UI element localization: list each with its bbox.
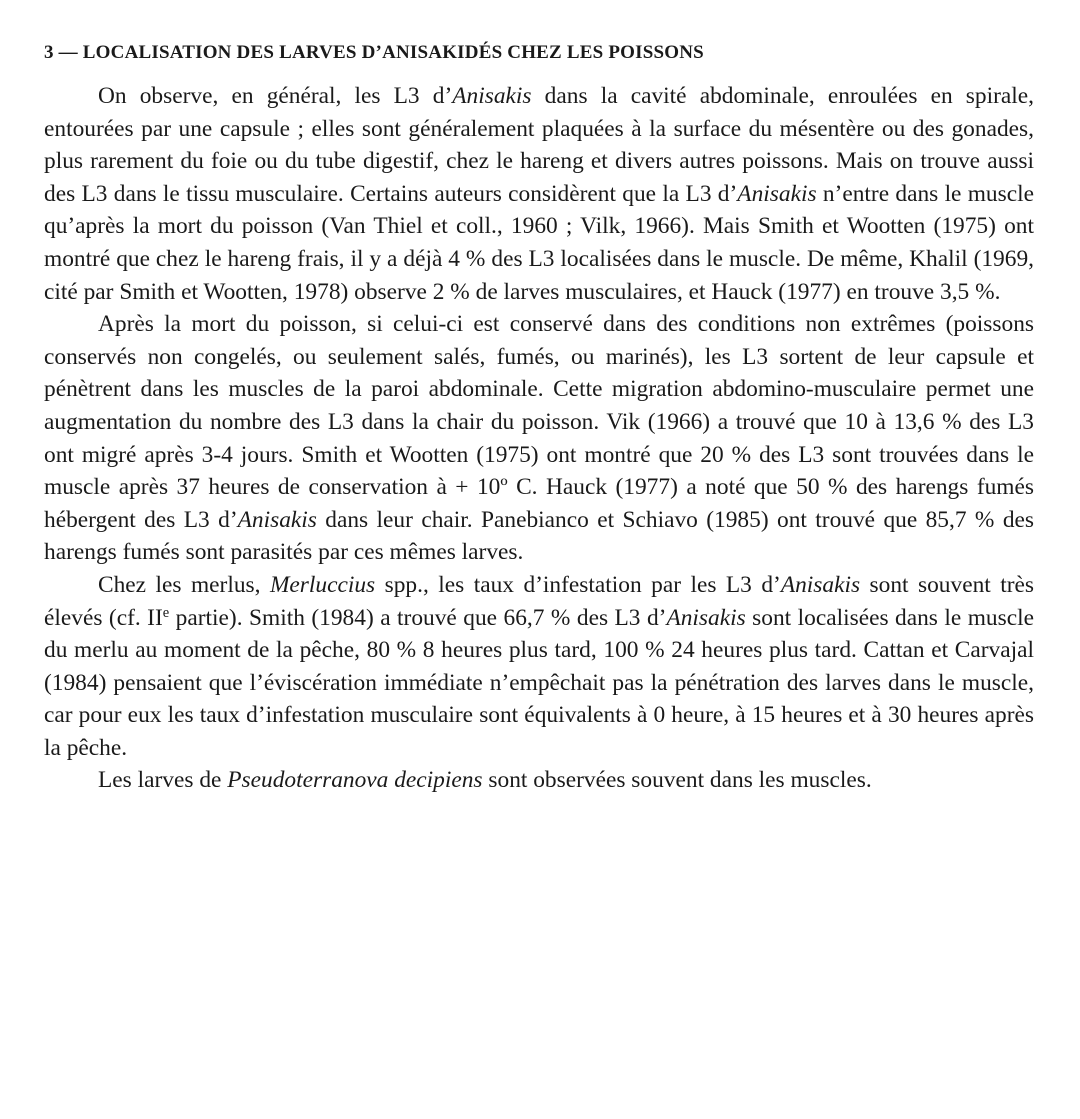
superscript: e xyxy=(162,604,170,621)
document-page xyxy=(44,38,1034,797)
text-run: spp., les taux d’infestation par les L3 d’ xyxy=(375,571,781,598)
text-run: dans leur chair. Panebianco et Schiavo (1985) ont trouvé que 85,7 % des harengs fumés sont parasités par ces mêmes larves. xyxy=(44,506,1034,566)
paragraph-merlus xyxy=(44,569,1034,765)
text-run: n’entre dans le muscle qu’après la mort du poisson (Van Thiel et coll., 1960 ; Vilk, 1966). Mais Smith et Wootten (1975) ont montré que chez le hareng frais, il y a déjà 4 % des L3 localisées dans le muscle. De même, Khalil (1969, cité par Smith et Wootten, 1978) observe 2 % de larves musculaires, et Hauck (1977) en trouve 3,5 %. xyxy=(44,180,1034,305)
text-run: sont observées souvent dans les muscles. xyxy=(482,767,872,794)
text-run: Après la mort du poisson, si celui-ci est conservé dans des conditions non extrêmes (poissons conservés non congelés, ou seulement salés, fumés, ou marinés), les L3 sortent de leur capsule et pénètrent dans les muscles de la paroi abdominale. Cette migration abdomino-musculaire permet une augmentation du nombre des L3 dans la chair du poisson. Vik (1966) a trouvé que 10 à 13,6 % des L3 ont migré après 3-4 jours. Smith et Wootten (1975) ont montré que 20 % des L3 sont trouvées dans le muscle après 37 heures de conservation à + 10º C. Hauck (1977) a noté que 50 % des harengs fumés hébergent des L3 d’ xyxy=(44,311,1034,533)
text-run: sont souvent très élevés (cf. II xyxy=(44,571,1034,631)
taxon-name: Anisakis xyxy=(452,83,532,109)
taxon-name: Anisakis xyxy=(737,180,817,207)
text-run: Les larves de xyxy=(98,767,228,794)
taxon-name: Merluccius xyxy=(269,571,376,598)
taxon-name: Anisakis xyxy=(237,506,317,533)
section-heading: 3 — LOCALISATION DES LARVES D’ANISAKIDÉS CHEZ LES POISSONS xyxy=(44,42,704,63)
paragraph-post-mortem-migration xyxy=(44,308,1034,569)
paragraph-pseudoterranova xyxy=(44,764,1034,797)
taxon-name: Anisakis xyxy=(780,571,861,598)
text-run: Chez les merlus, xyxy=(98,571,270,598)
taxon-name: Pseudoterranova decipiens xyxy=(227,767,483,794)
taxon-name: Anisakis xyxy=(666,604,746,631)
paragraph-anisakis-localisation xyxy=(44,80,1034,308)
text-run: On observe, en général, les L3 d’ xyxy=(98,83,453,109)
text-run: dans la cavité abdominale, enroulées en spirale, entourées par une capsule ; elles sont généralement plaquées à la surface du mésentère ou des gonades, plus rarement du foie ou du tube digestif, chez le hareng et divers autres poissons. Mais on trouve aussi des L3 dans le tissu musculaire. Certains auteurs considèrent que la L3 d’ xyxy=(44,83,1035,207)
text-run: partie). Smith (1984) a trouvé que 66,7 % des L3 d’ xyxy=(169,604,667,631)
text-run: sont localisées dans le muscle du merlu au moment de la pêche, 80 % 8 heures plus tard, 100 % 24 heures plus tard. Cattan et Carvajal (1984) pensaient que l’éviscération immédiate n’empêchait pas la pénétration des larves dans le muscle, car pour eux les taux d’infestation musculaire sont équivalents à 0 heure, à 15 heures et à 30 heures après la pêche. xyxy=(44,604,1034,761)
